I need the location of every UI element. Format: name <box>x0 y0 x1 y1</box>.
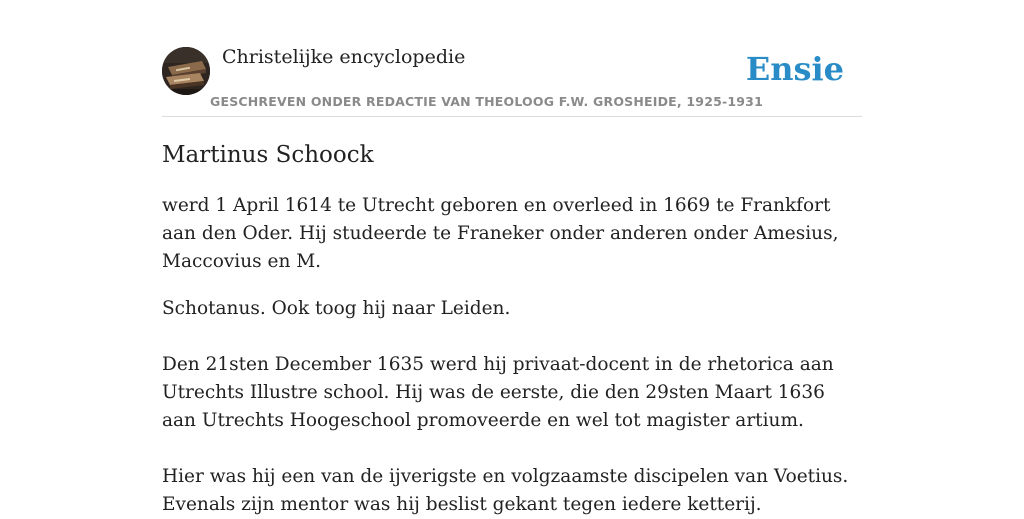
article-title: Martinus Schoock <box>162 142 374 168</box>
article-paragraph: Hier was hij een van de ijverigste en volgzaamste discipelen van Voetius. Evenals zijn mentor was hij beslist gekant tegen iedere ketterij. <box>162 466 849 515</box>
site-name[interactable]: Christelijke encyclopedie <box>222 46 466 68</box>
article-paragraph: Den 21sten December 1635 werd hij privaat-docent in de rhetorica aan Utrechts Illustre school. Hij was de eerste, die den 29sten Maart 1636 aan Utrechts Hoogeschool promoveerde en wel tot magister artium. <box>162 354 834 431</box>
encyclopedia-avatar[interactable] <box>162 47 210 95</box>
article <box>162 138 862 519</box>
ensie-logo-link[interactable]: Ensie <box>745 50 844 88</box>
site-tagline: GESCHREVEN ONDER REDACTIE VAN THEOLOOG F.W. GROSHEIDE, 1925-1931 <box>210 94 763 109</box>
old-books-photo-icon <box>162 47 210 95</box>
article-paragraph: werd 1 April 1614 te Utrecht geboren en overleed in 1669 te Frankfort aan den Oder. Hij studeerde te Franeker onder anderen onder Amesius, Maccovius en M. <box>162 195 839 272</box>
site-header <box>162 44 862 117</box>
article-paragraph: Schotanus. Ook toog hij naar Leiden. <box>162 298 511 319</box>
